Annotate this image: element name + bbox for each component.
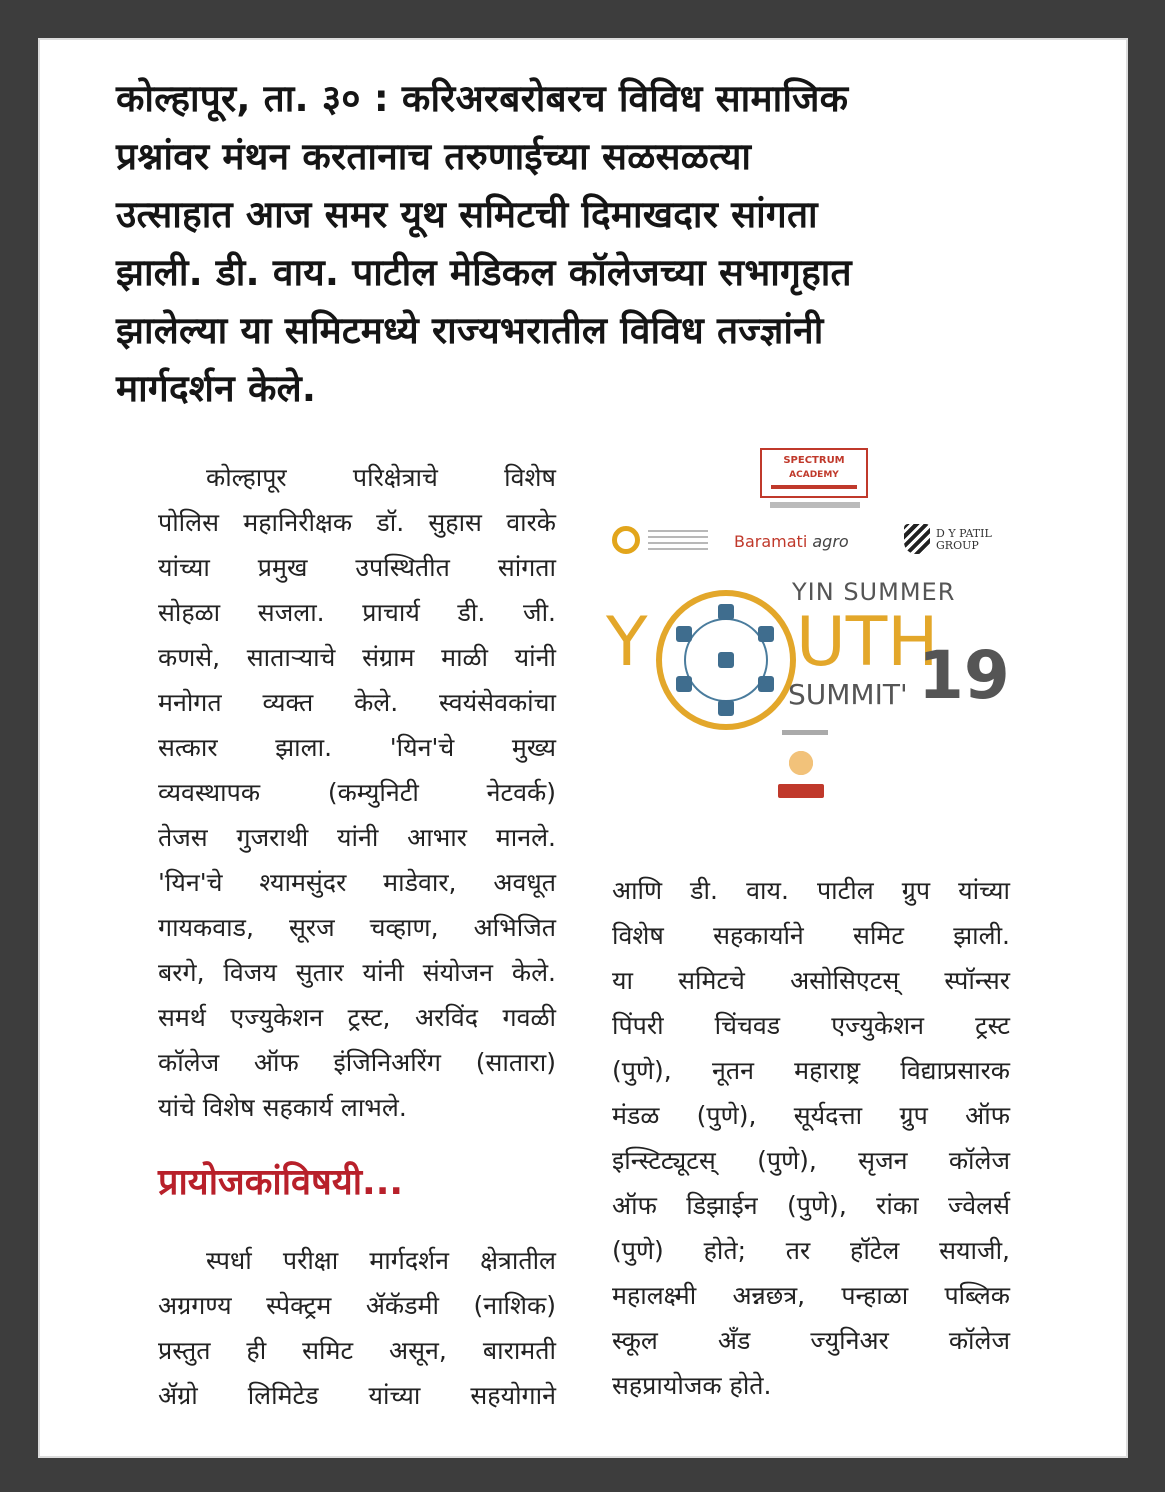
body-line: स्पर्धा परीक्षा मार्गदर्शन क्षेत्रातील xyxy=(206,1246,556,1275)
body-line: ऑफ डिझाईन (पुणे), रांका ज्वेलर्स xyxy=(612,1191,1010,1220)
body-line: सोहळा सजला. प्राचार्य डी. जी. xyxy=(158,598,556,627)
lead-paragraph xyxy=(116,70,1036,418)
youth-wheel-icon xyxy=(656,590,796,730)
body-line: इन्स्टिट्यूटस् (पुणे), सृजन कॉलेज xyxy=(612,1146,1010,1175)
body-line: (पुणे) होते; तर हॉटेल सयाजी, xyxy=(612,1236,1010,1265)
summit-text: SUMMIT' xyxy=(788,678,908,711)
youth-letters-uth: UTH xyxy=(796,603,939,682)
lead-line: झालेल्या या समिटमध्ये राज्यभरातील विविध तज्ज्ञांनी xyxy=(116,309,824,352)
sponsors-subheading: प्रायोजकांविषयी... xyxy=(158,1162,404,1203)
body-line: पोलिस महानिरीक्षक डॉ. सुहास वारके xyxy=(158,508,556,537)
body-line: कॉलेज ऑफ इंजिनिअरिंग (सातारा) xyxy=(158,1048,556,1077)
lead-line: मार्गदर्शन केले. xyxy=(116,367,317,410)
body-line: सहप्रायोजक होते. xyxy=(612,1371,772,1400)
body-line: अग्रगण्य स्पेक्ट्रम ॲकॅडमी (नाशिक) xyxy=(158,1291,556,1320)
sponsor-logos-row xyxy=(608,522,1018,562)
body-line: व्यवस्थापक (कम्युनिटी नेटवर्क) xyxy=(158,778,556,807)
dy-patil-wordmark: D Y PATIL GROUP xyxy=(936,527,992,552)
year-text: 19 xyxy=(918,637,1010,714)
body-line: समर्थ एज्युकेशन ट्रस्ट, अरविंद गवळी xyxy=(158,1003,556,1032)
body-line: गायकवाड, सूरज चव्हाण, अभिजित xyxy=(158,913,556,942)
body-line: कोल्हापूर परिक्षेत्राचे विशेष xyxy=(206,463,556,492)
body-line: विशेष सहकार्याने समिट झाली. xyxy=(612,921,1010,950)
dy-patil-shield-icon xyxy=(904,524,930,554)
body-line: महालक्ष्मी अन्नछत्र, पन्हाळा पब्लिक xyxy=(612,1281,1010,1310)
association-line xyxy=(770,502,860,508)
right-column-paragraph xyxy=(612,868,1010,1408)
body-line: या समिटचे असोसिएटस् स्पॉन्सर xyxy=(612,966,1010,995)
spectrum-academy-logo: SPECTRUM ACADEMY xyxy=(760,448,868,498)
left-column-paragraph xyxy=(158,455,556,1130)
body-line: (पुणे), नूतन महाराष्ट्र विद्याप्रसारक xyxy=(612,1056,1010,1085)
body-line: 'यिन'चे श्यामसुंदर माडेवार, अवधूत xyxy=(158,868,556,897)
body-line: यांचे विशेष सहकार्य लाभले. xyxy=(158,1093,407,1122)
lead-line: प्रश्नांवर मंथन करतानाच तरुणाईच्या सळसळत्या xyxy=(116,135,752,178)
body-line: ॲग्रो लिमिटेड यांच्या सहयोगाने xyxy=(158,1381,556,1410)
body-line: पिंपरी चिंचवड एज्युकेशन ट्रस्ट xyxy=(612,1011,1010,1040)
lead-line: झाली. डी. वाय. पाटील मेडिकल कॉलेजच्या सभागृहात xyxy=(116,251,852,294)
body-line: सत्कार झाला. 'यिन'चे मुख्य xyxy=(158,733,556,762)
lead-line: उत्साहात आज समर यूथ समिटची दिमाखदार सांगता xyxy=(116,193,818,236)
yin-network-icon xyxy=(612,526,640,554)
body-line: आणि डी. वाय. पाटील ग्रुप यांच्या xyxy=(612,876,1010,905)
powered-by-line xyxy=(782,730,828,735)
body-line: मंडळ (पुणे), सूर्यदत्ता ग्रुप ऑफ xyxy=(612,1101,1010,1130)
body-line: मनोगत व्यक्त केले. स्वयंसेवकांचा xyxy=(158,688,556,717)
youth-summit-logo xyxy=(600,440,1020,820)
yin-network-wordmark xyxy=(648,530,708,552)
body-line: बरगे, विजय सुतार यांनी संयोजन केले. xyxy=(158,958,556,987)
yin-summer-text: YIN SUMMER xyxy=(792,578,956,606)
baramati-agro-logo: Baramati agro xyxy=(734,532,849,551)
lead-line: कोल्हापूर, ता. ३० : करिअरबरोबरच विविध सामाजिक xyxy=(116,77,849,120)
body-line: कणसे, साताऱ्याचे संग्राम माळी यांनी xyxy=(158,643,556,672)
body-line: तेजस गुजराथी यांनी आभार मानले. xyxy=(158,823,556,852)
sponsors-paragraph-start xyxy=(158,1238,556,1418)
body-line: यांच्या प्रमुख उपस्थितीत सांगता xyxy=(158,553,556,582)
youth-letter-y: Y xyxy=(606,603,648,682)
body-line: प्रस्तुत ही समिट असून, बारामती xyxy=(158,1336,556,1365)
sakal-logo xyxy=(770,744,832,802)
body-line: स्कूल अँड ज्युनिअर कॉलेज xyxy=(612,1326,1010,1355)
